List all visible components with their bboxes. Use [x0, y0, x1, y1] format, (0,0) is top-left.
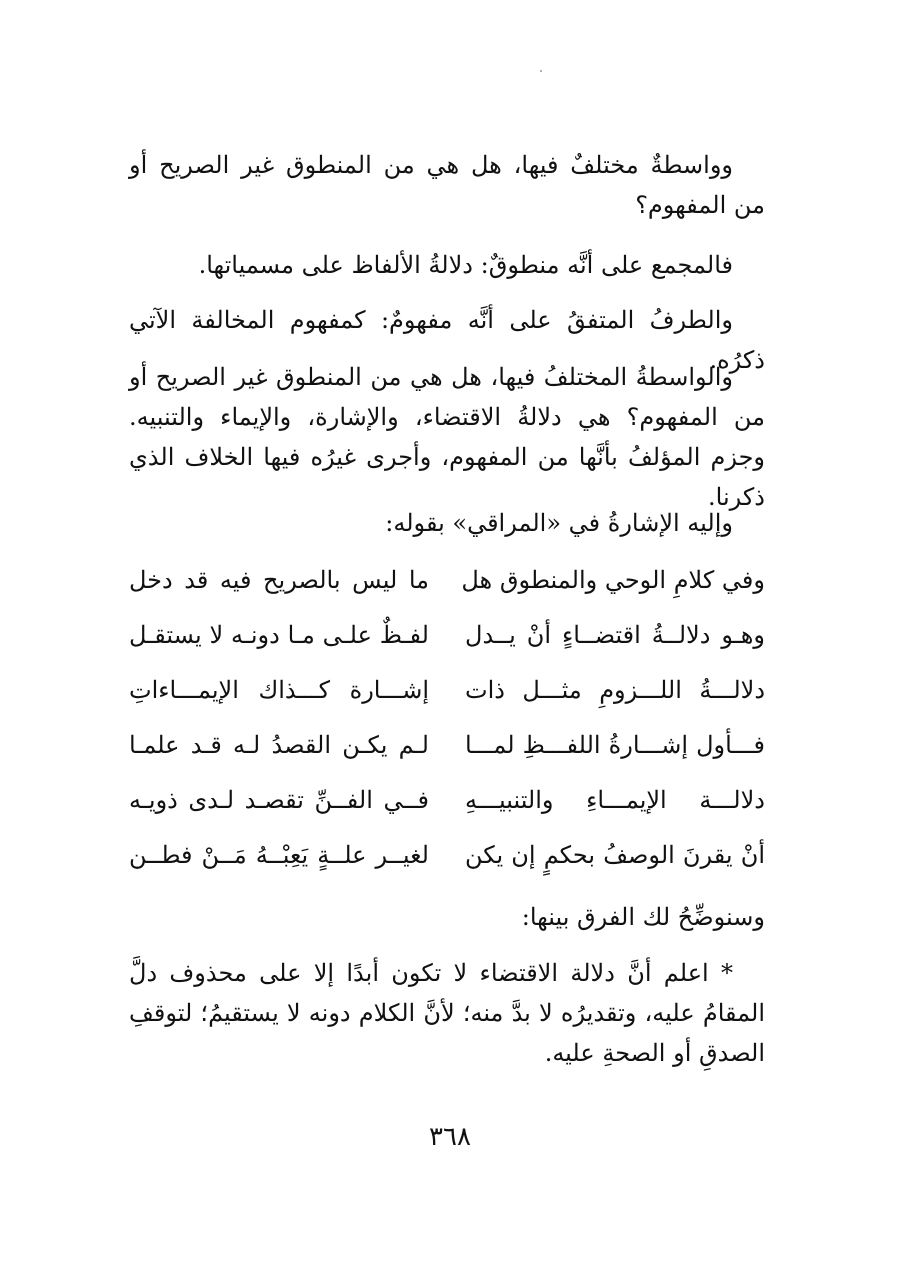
verse-first-hemistich: وفي كلامِ الوحي والمنطوق هل	[461, 566, 765, 594]
paragraph-difference-intro: وسنوضِّحُ لك الفرق بينها:	[521, 903, 765, 931]
verse-line	[129, 615, 765, 670]
verse-first-hemistich: فـــأول إشـــارةُ اللفـــظِ لمـــا	[465, 731, 765, 759]
verse-second-hemistich: ما ليس بالصريح فيه قد دخل	[129, 566, 429, 594]
paragraph-agreed-mantuq: فالمجمع على أنَّه منطوقٌ: دلالةُ الألفاظ على مسمياتها.	[198, 251, 733, 279]
verse-second-hemistich: فــي الفــنِّ تقصـد لـدى ذويـه	[129, 786, 429, 814]
verse-first-hemistich: وهـو دلالــةُ اقتضــاءٍ أنْ يــدل	[465, 621, 765, 649]
footnote-iqtida: * اعلم أنَّ دلالة الاقتضاء لا تكون أبدًا إلا على محذوف دلَّ المقامُ عليه، وتقديرُه لا بدَّ منه؛ لأنَّ الكلام دونه لا يستقيمُ؛ لتوقفِ الصدقِ أو الصحةِ عليه.	[129, 959, 765, 1067]
page-speck	[540, 70, 542, 72]
verse-first-hemistich: دلالـــة الإيمـــاءِ والتنبيـــهِ	[465, 786, 765, 814]
paragraph-maraqi-reference: وإليه الإشارةُ في «المراقي» بقوله:	[385, 509, 733, 537]
paragraph-intermediate-explained: والواسطةُ المختلفُ فيها، هل هي من المنطوق غير الصريح أو من المفهوم؟ هي دلالةُ الاقتضاء، والإشارة، والإيماء والتنبيه. وجزم المؤلفُ بأنَّها من المفهوم، وأجرى غيرُه فيها الخلاف الذي ذكرنا.	[129, 363, 765, 511]
verse-line	[129, 670, 765, 725]
verse-second-hemistich: لـم يكـن القصدُ لـه قـد علمـا	[129, 731, 429, 759]
verse-line	[129, 560, 765, 615]
verse-first-hemistich: أنْ يقرنَ الوصفُ بحكمٍ إن يكن	[465, 841, 765, 869]
paragraph-agreed-mafhum: والطرفُ المتفقُ على أنَّه مفهومٌ: كمفهوم المخالفة الآتي ذكرُه.	[129, 306, 765, 374]
verse-second-hemistich: إشـــارة كـــذاك الإيمـــاءاتِ	[129, 676, 429, 704]
verse-line	[129, 780, 765, 835]
page-number: ٣٦٨	[429, 1122, 471, 1152]
verse-second-hemistich: لفـظٌ علـى مـا دونـه لا يستقـل	[129, 621, 429, 649]
verse-line	[129, 835, 765, 890]
verse-second-hemistich: لغيــر علــةٍ يَعِبْــهُ مَــنْ فطــن	[129, 841, 429, 869]
verse-line	[129, 725, 765, 780]
verse-first-hemistich: دلالـــةُ اللـــزومِ مثـــل ذات	[465, 676, 765, 704]
paragraph-intermediate-question: وواسطةٌ مختلفٌ فيها، هل هي من المنطوق غير الصريح أو من المفهوم؟	[129, 151, 765, 219]
verse-block	[129, 560, 765, 890]
